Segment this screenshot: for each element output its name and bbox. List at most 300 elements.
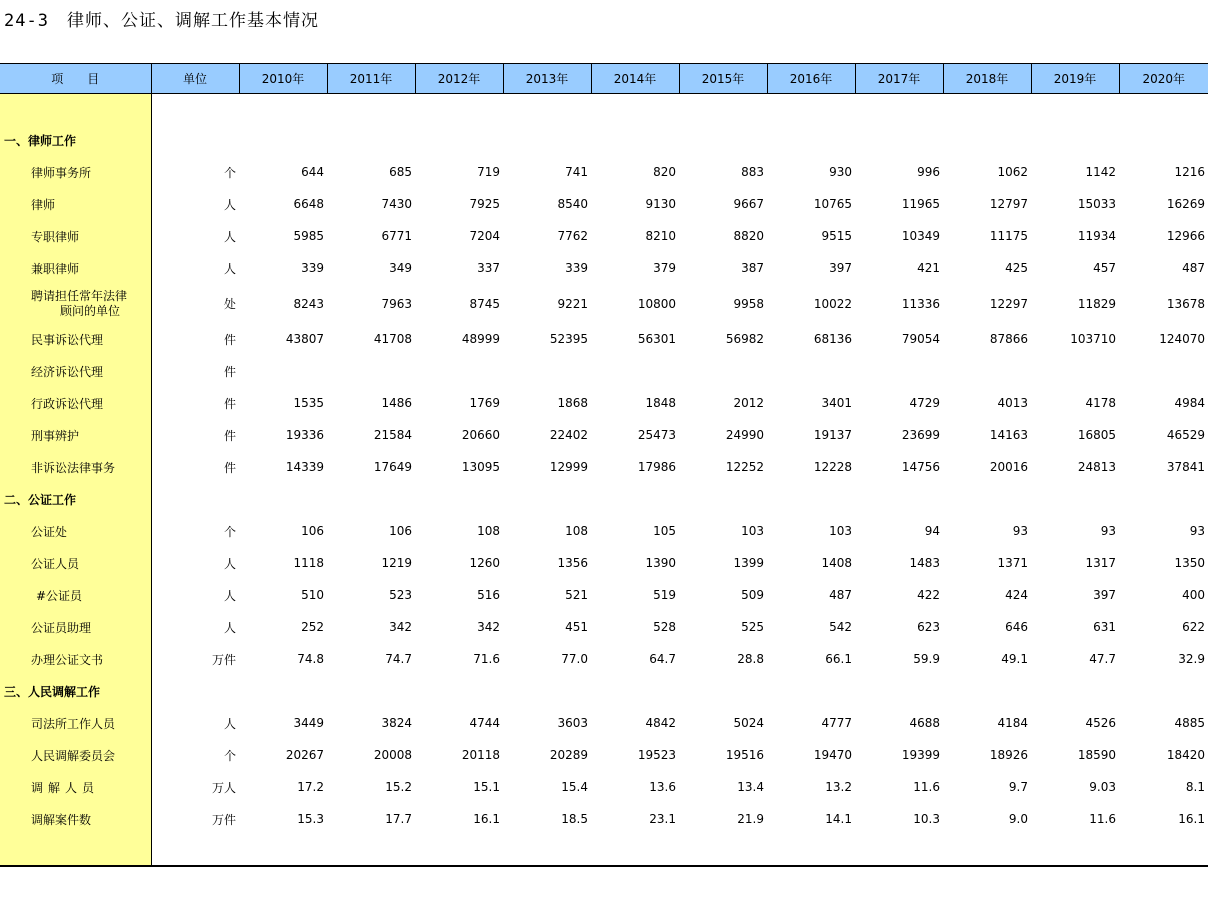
value-cell: 15033 — [1077, 197, 1116, 211]
value-cell: 74.7 — [385, 652, 412, 666]
value-cell: 1062 — [997, 165, 1028, 179]
section-row-lawyer — [0, 124, 1208, 156]
table-row — [0, 220, 1208, 252]
unit-cell: 件 — [223, 428, 236, 443]
value-cell: 422 — [917, 588, 940, 602]
value-cell: 18.5 — [561, 812, 588, 826]
value-cell: 94 — [924, 524, 940, 538]
table-row — [0, 355, 1208, 387]
value-cell: 16805 — [1077, 428, 1116, 442]
row-label: 公证员助理 — [0, 611, 151, 643]
value-cell: 15.4 — [561, 780, 588, 794]
empty-cell — [151, 124, 1208, 156]
unit-cell: 件 — [223, 460, 236, 475]
value-cell: 124070 — [1159, 332, 1205, 346]
item-cell — [0, 835, 151, 866]
row-label: 专职律师 — [0, 220, 151, 252]
value-cell: 14339 — [285, 460, 324, 474]
row-label: 经济诉讼代理 — [0, 355, 151, 387]
value-cell: 421 — [917, 261, 940, 275]
value-cell: 11965 — [901, 197, 940, 211]
value-cell: 6771 — [381, 229, 412, 243]
value-cell: 59.9 — [913, 652, 940, 666]
value-cell: 9667 — [733, 197, 764, 211]
value-cell: 339 — [301, 261, 324, 275]
value-cell — [239, 355, 327, 387]
value-cell: 19516 — [725, 748, 764, 762]
row-label: 刑事辨护 — [0, 419, 151, 451]
value-cell: 4178 — [1085, 396, 1116, 410]
table-row — [0, 188, 1208, 220]
value-cell: 20118 — [461, 748, 500, 762]
unit-cell: 个 — [223, 748, 236, 763]
value-cell: 457 — [1093, 261, 1116, 275]
value-cell: 623 — [917, 620, 940, 634]
header-year: 2014年 — [591, 64, 679, 94]
value-cell — [943, 355, 1031, 387]
header-year: 2012年 — [415, 64, 503, 94]
value-cell: 106 — [301, 524, 324, 538]
row-label-line1: 聘请担任常年法律 — [31, 288, 128, 303]
value-cell: 105 — [653, 524, 676, 538]
value-cell: 528 — [653, 620, 676, 634]
value-cell: 20267 — [285, 748, 324, 762]
row-label: 非诉讼法律事务 — [0, 451, 151, 483]
value-cell: 16269 — [1166, 197, 1205, 211]
table-row — [0, 547, 1208, 579]
value-cell: 631 — [1093, 620, 1116, 634]
value-cell: 9221 — [557, 296, 588, 311]
value-cell: 10022 — [813, 296, 852, 311]
value-cell: 397 — [829, 261, 852, 275]
value-cell: 19523 — [637, 748, 676, 762]
value-cell — [855, 355, 943, 387]
value-cell: 12228 — [813, 460, 852, 474]
value-cell: 685 — [389, 165, 412, 179]
value-cell: 56301 — [637, 332, 676, 346]
value-cell: 883 — [741, 165, 764, 179]
value-cell: 17649 — [373, 460, 412, 474]
value-cell: 1371 — [997, 556, 1028, 570]
row-label: 公证处 — [0, 515, 151, 547]
row-label: 人民调解委员会 — [0, 739, 151, 771]
value-cell: 106 — [389, 524, 412, 538]
unit-cell: 人 — [223, 716, 236, 731]
row-label-line2: 顾问的单位 — [60, 303, 121, 318]
statistics-table-container — [0, 63, 1208, 867]
value-cell: 20660 — [461, 428, 500, 442]
value-cell: 23699 — [901, 428, 940, 442]
row-label: 调解人员 — [0, 771, 151, 803]
table-row — [0, 451, 1208, 483]
unit-cell: 个 — [223, 524, 236, 539]
value-cell: 7204 — [469, 229, 500, 243]
value-cell: 487 — [829, 588, 852, 602]
value-cell: 12999 — [549, 460, 588, 474]
value-cell: 3824 — [381, 716, 412, 730]
value-cell: 646 — [1005, 620, 1028, 634]
value-cell: 71.6 — [473, 652, 500, 666]
empty-cell — [151, 675, 1208, 707]
value-cell: 521 — [565, 588, 588, 602]
value-cell: 9.03 — [1089, 780, 1116, 794]
value-cell: 68136 — [813, 332, 852, 346]
table-row — [0, 611, 1208, 643]
value-cell: 1769 — [469, 396, 500, 410]
value-cell: 13.6 — [649, 780, 676, 794]
value-cell: 21584 — [373, 428, 412, 442]
value-cell: 425 — [1005, 261, 1028, 275]
value-cell: 10349 — [901, 229, 940, 243]
header-year: 2018年 — [943, 64, 1031, 94]
value-cell: 93 — [1189, 524, 1205, 538]
header-unit: 单位 — [151, 64, 239, 94]
value-cell: 52395 — [549, 332, 588, 346]
value-cell: 20016 — [989, 460, 1028, 474]
value-cell: 13.2 — [825, 780, 852, 794]
header-year: 2020年 — [1119, 64, 1208, 94]
value-cell: 93 — [1012, 524, 1028, 538]
value-cell: 509 — [741, 588, 764, 602]
value-cell: 32.9 — [1178, 652, 1205, 666]
value-cell: 5985 — [293, 229, 324, 243]
value-cell: 9130 — [645, 197, 676, 211]
value-cell: 4984 — [1174, 396, 1205, 410]
value-cell: 644 — [301, 165, 324, 179]
value-cell: 19137 — [813, 428, 852, 442]
value-cell: 519 — [653, 588, 676, 602]
value-cell: 21.9 — [737, 812, 764, 826]
row-label: #公证员 — [0, 579, 151, 611]
table-row — [0, 284, 1208, 323]
value-cell: 56982 — [725, 332, 764, 346]
value-cell: 22402 — [549, 428, 588, 442]
value-cell: 1350 — [1174, 556, 1205, 570]
unit-cell: 处 — [223, 297, 236, 311]
value-cell: 342 — [389, 620, 412, 634]
header-year: 2013年 — [503, 64, 591, 94]
unit-cell: 人 — [223, 588, 236, 603]
value-cell: 930 — [829, 165, 852, 179]
value-cell: 3603 — [557, 716, 588, 730]
value-cell: 387 — [741, 261, 764, 275]
value-cell: 349 — [389, 261, 412, 275]
empty-cell — [151, 94, 1208, 125]
row-label: 律师 — [0, 188, 151, 220]
value-cell: 24990 — [725, 428, 764, 442]
value-cell: 74.8 — [297, 652, 324, 666]
value-cell: 19399 — [901, 748, 940, 762]
value-cell: 19336 — [285, 428, 324, 442]
value-cell: 996 — [917, 165, 940, 179]
value-cell: 542 — [829, 620, 852, 634]
row-label: 行政诉讼代理 — [0, 387, 151, 419]
value-cell: 1399 — [733, 556, 764, 570]
value-cell: 15.3 — [297, 812, 324, 826]
row-label: 调解案件数 — [0, 803, 151, 835]
value-cell — [1119, 355, 1208, 387]
value-cell: 18420 — [1166, 748, 1205, 762]
value-cell: 17.2 — [297, 780, 324, 794]
header-year: 2016年 — [767, 64, 855, 94]
value-cell: 25473 — [637, 428, 676, 442]
value-cell: 516 — [477, 588, 500, 602]
row-label: 民事诉讼代理 — [0, 323, 151, 355]
value-cell: 24813 — [1077, 460, 1116, 474]
value-cell: 1260 — [469, 556, 500, 570]
row-label: 办理公证文书 — [0, 643, 151, 675]
unit-cell: 人 — [223, 620, 236, 635]
value-cell: 5024 — [733, 716, 764, 730]
header-row — [0, 64, 1208, 94]
value-cell: 28.8 — [737, 652, 764, 666]
value-cell: 66.1 — [825, 652, 852, 666]
value-cell: 77.0 — [561, 652, 588, 666]
table-row — [0, 419, 1208, 451]
value-cell: 20008 — [373, 748, 412, 762]
value-cell: 16.1 — [1178, 812, 1205, 826]
value-cell: 8.1 — [1185, 780, 1205, 794]
value-cell — [327, 355, 415, 387]
value-cell: 9958 — [733, 296, 764, 311]
value-cell: 23.1 — [649, 812, 676, 826]
value-cell: 15.1 — [473, 780, 500, 794]
value-cell: 11336 — [901, 296, 940, 311]
unit-cell: 人 — [223, 556, 236, 571]
value-cell: 525 — [741, 620, 764, 634]
value-cell — [415, 355, 503, 387]
table-row — [0, 579, 1208, 611]
value-cell: 1848 — [645, 396, 676, 410]
value-cell: 41708 — [373, 332, 412, 346]
value-cell: 15.2 — [385, 780, 412, 794]
value-cell: 4729 — [909, 396, 940, 410]
value-cell: 10765 — [813, 197, 852, 211]
value-cell: 11829 — [1077, 296, 1116, 311]
value-cell: 397 — [1093, 588, 1116, 602]
value-cell: 1219 — [381, 556, 412, 570]
value-cell: 4688 — [909, 716, 940, 730]
value-cell: 1486 — [381, 396, 412, 410]
value-cell: 11.6 — [1089, 812, 1116, 826]
unit-cell: 件 — [223, 332, 236, 347]
row-label — [0, 284, 151, 323]
table-row — [0, 771, 1208, 803]
value-cell: 16.1 — [473, 812, 500, 826]
value-cell: 1483 — [909, 556, 940, 570]
value-cell: 17.7 — [385, 812, 412, 826]
unit-cell: 人 — [223, 229, 236, 244]
value-cell: 342 — [477, 620, 500, 634]
value-cell: 8210 — [645, 229, 676, 243]
unit-cell: 个 — [223, 165, 236, 180]
unit-cell: 件 — [223, 364, 236, 379]
table-row — [0, 252, 1208, 284]
value-cell: 12252 — [725, 460, 764, 474]
table-row — [0, 803, 1208, 835]
value-cell: 622 — [1182, 620, 1205, 634]
section-title: 一、律师工作 — [0, 124, 151, 156]
value-cell: 12966 — [1166, 229, 1205, 243]
value-cell: 1142 — [1085, 165, 1116, 179]
table-row — [0, 515, 1208, 547]
section-title: 三、人民调解工作 — [0, 675, 151, 707]
value-cell: 424 — [1005, 588, 1028, 602]
spacer-row — [0, 94, 1208, 125]
value-cell: 108 — [477, 524, 500, 538]
value-cell: 337 — [477, 261, 500, 275]
value-cell: 1535 — [293, 396, 324, 410]
value-cell: 10.3 — [913, 812, 940, 826]
value-cell: 13095 — [461, 460, 500, 474]
header-year: 2010年 — [239, 64, 327, 94]
value-cell: 46529 — [1166, 428, 1205, 442]
value-cell: 379 — [653, 261, 676, 275]
unit-cell: 万件 — [211, 812, 236, 827]
value-cell: 451 — [565, 620, 588, 634]
unit-cell: 万件 — [211, 652, 236, 667]
value-cell: 8540 — [557, 197, 588, 211]
value-cell: 1408 — [821, 556, 852, 570]
value-cell: 47.7 — [1089, 652, 1116, 666]
value-cell: 13.4 — [737, 780, 764, 794]
value-cell: 9515 — [821, 229, 852, 243]
value-cell: 64.7 — [649, 652, 676, 666]
empty-cell — [151, 835, 1208, 866]
value-cell: 6648 — [293, 197, 324, 211]
value-cell: 13678 — [1166, 296, 1205, 311]
value-cell: 820 — [653, 165, 676, 179]
value-cell: 1317 — [1085, 556, 1116, 570]
value-cell: 103 — [829, 524, 852, 538]
value-cell: 8745 — [469, 296, 500, 311]
spacer-row — [0, 835, 1208, 866]
value-cell: 1118 — [293, 556, 324, 570]
value-cell: 14163 — [989, 428, 1028, 442]
value-cell: 18590 — [1077, 748, 1116, 762]
header-year: 2019年 — [1031, 64, 1119, 94]
value-cell: 108 — [565, 524, 588, 538]
value-cell: 14.1 — [825, 812, 852, 826]
table-row — [0, 707, 1208, 739]
value-cell — [679, 355, 767, 387]
value-cell: 252 — [301, 620, 324, 634]
page-title: 24-3 律师、公证、调解工作基本情况 — [4, 11, 319, 31]
value-cell: 4885 — [1174, 716, 1205, 730]
value-cell — [767, 355, 855, 387]
unit-cell: 件 — [223, 396, 236, 411]
table-row — [0, 323, 1208, 355]
value-cell: 4013 — [997, 396, 1028, 410]
value-cell: 11.6 — [913, 780, 940, 794]
section-title: 二、公证工作 — [0, 483, 151, 515]
value-cell: 7925 — [469, 197, 500, 211]
header-item: 项 目 — [0, 64, 151, 94]
value-cell: 43807 — [285, 332, 324, 346]
value-cell: 741 — [565, 165, 588, 179]
value-cell: 14756 — [901, 460, 940, 474]
value-cell: 1356 — [557, 556, 588, 570]
header-year: 2017年 — [855, 64, 943, 94]
item-cell — [0, 94, 151, 125]
value-cell: 12297 — [989, 296, 1028, 311]
value-cell: 49.1 — [1001, 652, 1028, 666]
section-row-notary — [0, 483, 1208, 515]
value-cell: 3449 — [293, 716, 324, 730]
value-cell: 7762 — [557, 229, 588, 243]
value-cell: 17986 — [637, 460, 676, 474]
value-cell: 9.0 — [1008, 812, 1028, 826]
unit-cell: 万人 — [211, 780, 236, 795]
value-cell: 93 — [1100, 524, 1116, 538]
unit-cell: 人 — [223, 261, 236, 276]
value-cell: 11175 — [989, 229, 1028, 243]
value-cell: 719 — [477, 165, 500, 179]
value-cell: 400 — [1182, 588, 1205, 602]
value-cell: 11934 — [1077, 229, 1116, 243]
value-cell: 2012 — [733, 396, 764, 410]
table-row — [0, 387, 1208, 419]
empty-cell — [151, 483, 1208, 515]
header-year: 2011年 — [327, 64, 415, 94]
value-cell: 4184 — [997, 716, 1028, 730]
value-cell: 8243 — [293, 296, 324, 311]
table-row — [0, 739, 1208, 771]
row-label: 兼职律师 — [0, 252, 151, 284]
value-cell: 7963 — [381, 296, 412, 311]
value-cell: 7430 — [381, 197, 412, 211]
value-cell: 9.7 — [1008, 780, 1028, 794]
value-cell: 4744 — [469, 716, 500, 730]
row-label: 司法所工作人员 — [0, 707, 151, 739]
value-cell: 4777 — [821, 716, 852, 730]
header-year: 2015年 — [679, 64, 767, 94]
value-cell — [591, 355, 679, 387]
value-cell: 18926 — [989, 748, 1028, 762]
value-cell: 37841 — [1166, 460, 1205, 474]
value-cell: 339 — [565, 261, 588, 275]
value-cell: 8820 — [733, 229, 764, 243]
unit-cell: 人 — [223, 197, 236, 212]
value-cell: 12797 — [989, 197, 1028, 211]
statistics-table — [0, 63, 1208, 867]
value-cell: 1216 — [1174, 165, 1205, 179]
value-cell: 79054 — [901, 332, 940, 346]
value-cell — [1031, 355, 1119, 387]
value-cell: 4526 — [1085, 716, 1116, 730]
value-cell: 87866 — [989, 332, 1028, 346]
value-cell: 523 — [389, 588, 412, 602]
value-cell: 103710 — [1070, 332, 1116, 346]
table-row — [0, 156, 1208, 188]
row-label: 公证人员 — [0, 547, 151, 579]
value-cell: 3401 — [821, 396, 852, 410]
value-cell: 487 — [1182, 261, 1205, 275]
value-cell: 510 — [301, 588, 324, 602]
value-cell: 1868 — [557, 396, 588, 410]
value-cell: 19470 — [813, 748, 852, 762]
value-cell: 10800 — [637, 296, 676, 311]
table-row — [0, 643, 1208, 675]
row-label: 律师事务所 — [0, 156, 151, 188]
value-cell: 48999 — [461, 332, 500, 346]
value-cell: 20289 — [549, 748, 588, 762]
section-row-mediation — [0, 675, 1208, 707]
value-cell — [503, 355, 591, 387]
value-cell: 103 — [741, 524, 764, 538]
value-cell: 1390 — [645, 556, 676, 570]
value-cell: 4842 — [645, 716, 676, 730]
